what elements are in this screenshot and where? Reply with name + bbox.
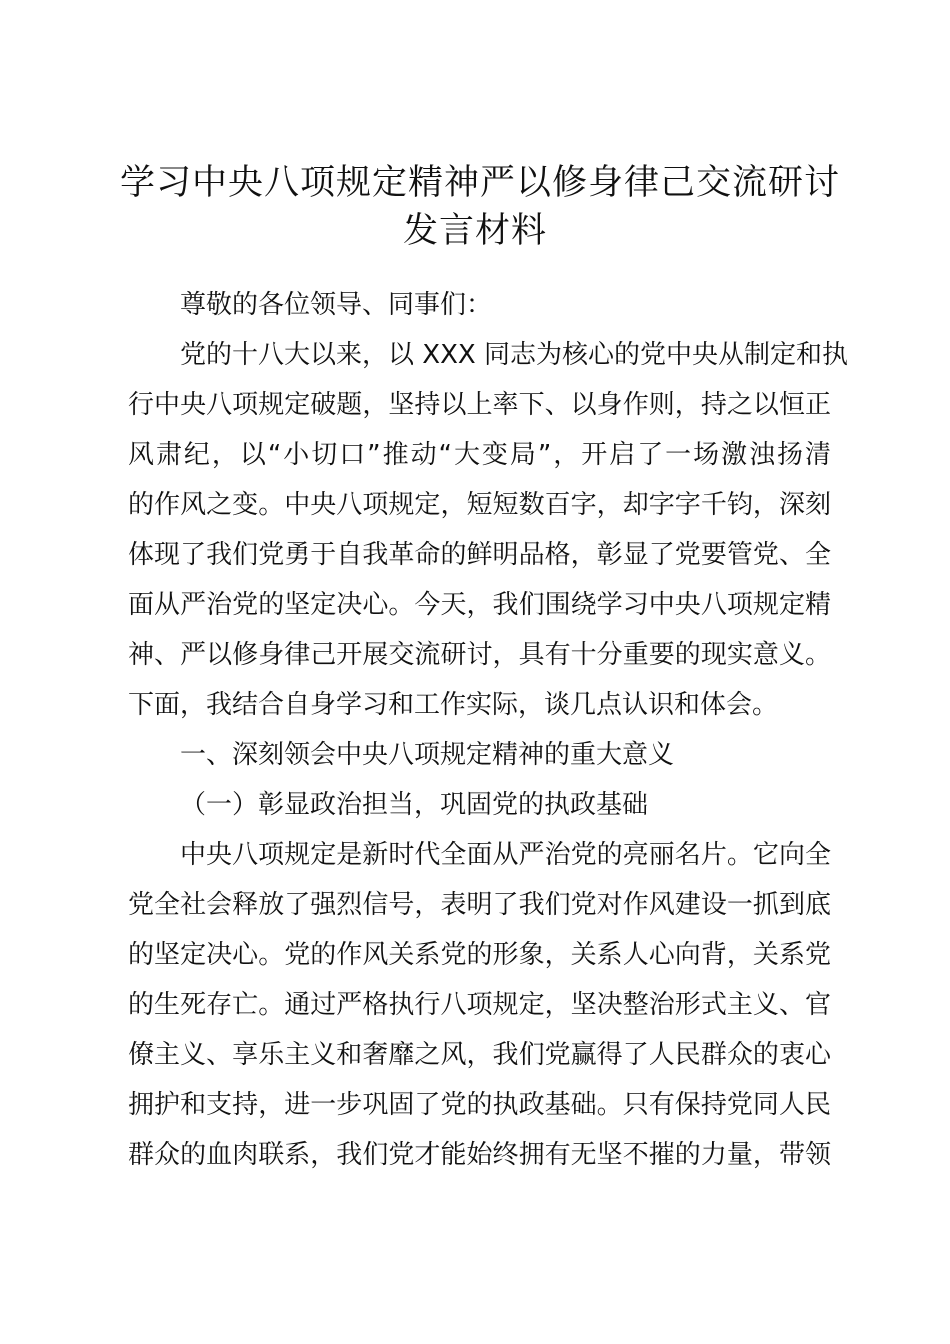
document-title-line-1: 学习中央八项规定精神严以修身律己交流研讨 [120, 163, 841, 203]
paragraph-line: 行中央八项规定破题，坚持以上率下、以身作则，持之以恒正 [128, 390, 831, 420]
paragraph-line: 党的十八大以来，以 XXX 同志为核心的党中央从制定和执 [180, 340, 848, 370]
paragraph-line: 风肃纪，以“小切口”推动“大变局”，开启了一场激浊扬清 [128, 440, 831, 470]
paragraph-line: 的生死存亡。通过严格执行八项规定，坚决整治形式主义、官 [128, 990, 831, 1020]
paragraph-line: 神、严以修身律己开展交流研讨，具有十分重要的现实意义。 [128, 640, 831, 670]
paragraph-line: 群众的血肉联系，我们党才能始终拥有无坚不摧的力量，带领 [128, 1140, 831, 1170]
subsection-heading: （一）彰显政治担当，巩固党的执政基础 [180, 790, 649, 820]
paragraph-line: 党全社会释放了强烈信号，表明了我们党对作风建设一抓到底 [128, 890, 831, 920]
paragraph-line: 僚主义、享乐主义和奢靡之风，我们党赢得了人民群众的衷心 [128, 1040, 831, 1070]
paragraph-line: 拥护和支持，进一步巩固了党的执政基础。只有保持党同人民 [128, 1090, 831, 1120]
section-heading: 一、深刻领会中央八项规定精神的重大意义 [180, 740, 675, 770]
salutation: 尊敬的各位领导、同事们： [180, 290, 493, 320]
paragraph-line: 面从严治党的坚定决心。今天，我们围绕学习中央八项规定精 [128, 590, 831, 620]
document-title-line-2: 发言材料 [402, 211, 547, 251]
paragraph-line: 的坚定决心。党的作风关系党的形象，关系人心向背，关系党 [128, 940, 831, 970]
paragraph-line: 下面，我结合自身学习和工作实际，谈几点认识和体会。 [128, 690, 779, 720]
paragraph-line: 中央八项规定是新时代全面从严治党的亮丽名片。它向全 [180, 840, 831, 870]
paragraph-line: 的作风之变。中央八项规定，短短数百字，却字字千钧，深刻 [128, 490, 831, 520]
paragraph-line: 体现了我们党勇于自我革命的鲜明品格，彰显了党要管党、全 [128, 540, 831, 570]
